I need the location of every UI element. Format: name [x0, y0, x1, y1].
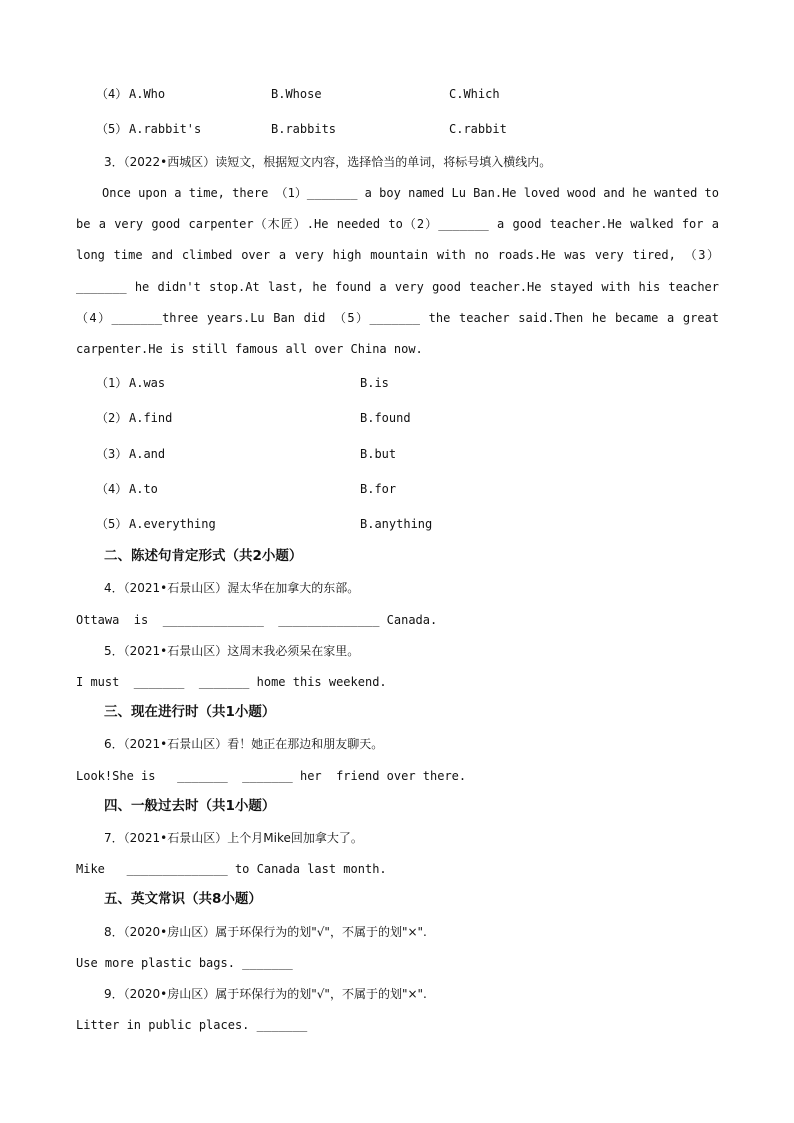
option-a: A.rabbit's	[129, 122, 202, 136]
option-number: （5）	[96, 122, 128, 136]
q5-stem: 5．（2021•石景山区）这周末我必须呆在家里。	[104, 644, 360, 658]
option-c: C.Which	[449, 87, 500, 101]
option-b: B.but	[360, 447, 397, 461]
option-b: B.for	[360, 482, 397, 496]
option-b: B.is	[360, 376, 389, 390]
q5-answer-line: I must _______ _______ home this weekend.	[76, 675, 387, 689]
q4-answer-line: Ottawa is ______________ ______________ Canada.	[76, 613, 438, 627]
option-number: （1）	[96, 376, 128, 390]
option-c: C.rabbit	[449, 122, 507, 136]
q4-stem: 4．（2021•石景山区）渥太华在加拿大的东部。	[104, 581, 360, 595]
option-number: （4）	[96, 87, 128, 101]
q9-answer-line: Litter in public places. _______	[76, 1018, 308, 1032]
q6-stem: 6．（2021•石景山区）看！她正在那边和朋友聊天。	[104, 737, 384, 751]
q9-stem: 9．（2020•房山区）属于环保行为的划"√"，不属于的划"×".	[104, 987, 427, 1001]
option-a: A.to	[129, 482, 158, 496]
option-number: （4）	[96, 482, 128, 496]
option-b: B.found	[360, 411, 411, 425]
option-a: A.Who	[129, 87, 166, 101]
q3-stem: 3．（2022•西城区）读短文，根据短文内容，选择恰当的单词，将标号填入横线内。	[104, 155, 552, 169]
option-b: B.anything	[360, 517, 433, 531]
q8-answer-line: Use more plastic bags. _______	[76, 956, 293, 970]
option-b: B.rabbits	[271, 122, 337, 136]
option-number: （3）	[96, 447, 128, 461]
option-a: A.everything	[129, 517, 216, 531]
option-b: B.Whose	[271, 87, 322, 101]
section-heading-3: 三、现在进行时（共1小题）	[104, 704, 276, 720]
q8-stem: 8．（2020•房山区）属于环保行为的划"√"，不属于的划"×".	[104, 925, 427, 939]
q3-passage	[76, 178, 719, 365]
passage-text: Once upon a time, there （1）_______ a boy named Lu Ban.He loved wood and he wanted to be a very good carpenter（木匠）.He needed to（2）_______ a good teacher.He walked for a long time and climbed over a very high mountain with no roads.He was very tired, （3）_______ he didn't stop.At last, he found a very good teacher.He stayed with his teacher（4）_______three years.Lu Ban did （5）_______ the teacher said.Then he became a great carpenter.He is still famous all over China now.	[76, 186, 719, 357]
option-number: （5）	[96, 517, 128, 531]
option-number: （2）	[96, 411, 128, 425]
option-a: A.was	[129, 376, 166, 390]
option-a: A.find	[129, 411, 173, 425]
section-heading-4: 四、一般过去时（共1小题）	[104, 798, 276, 814]
q6-answer-line: Look!She is _______ _______ her friend over there.	[76, 769, 467, 783]
section-heading-2: 二、陈述句肯定形式（共2小题）	[104, 548, 303, 564]
q7-stem: 7．（2021•石景山区）上个月Mike回加拿大了。	[104, 831, 363, 845]
q7-answer-line: Mike ______________ to Canada last month.	[76, 862, 387, 876]
option-a: A.and	[129, 447, 166, 461]
section-heading-5: 五、英文常识（共8小题）	[104, 891, 262, 907]
